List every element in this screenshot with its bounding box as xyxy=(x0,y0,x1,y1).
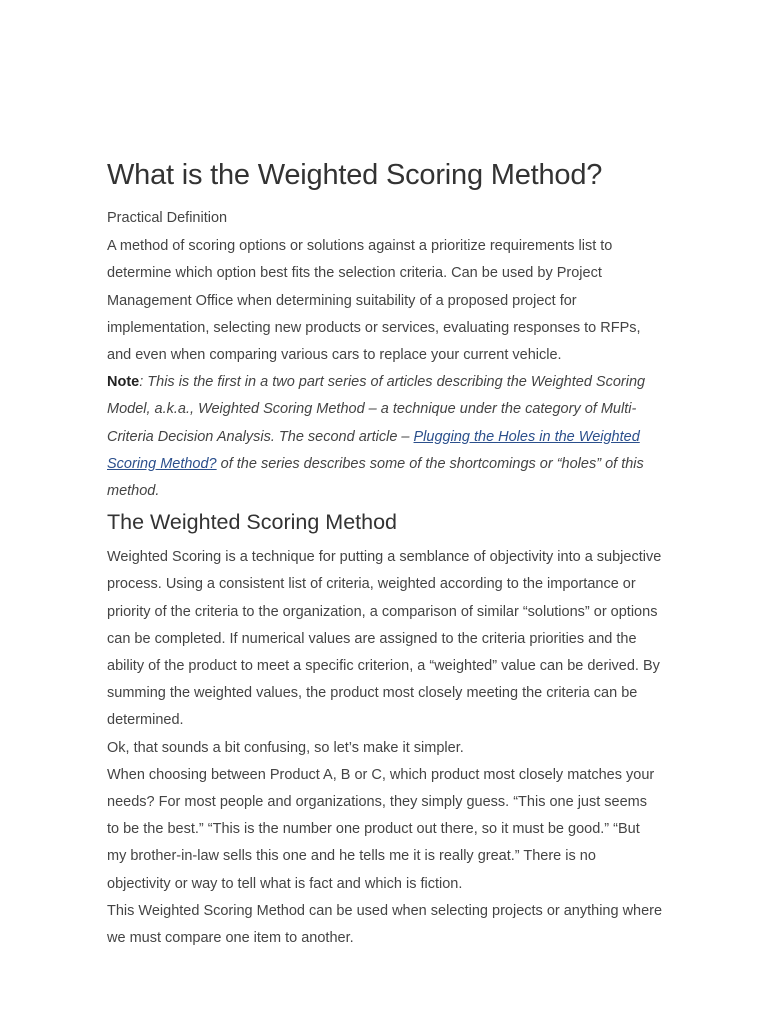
note-text-after: of the series describes some of the shortcomings or “holes” of this method. xyxy=(107,455,644,500)
section-heading: The Weighted Scoring Method xyxy=(107,510,398,535)
article-title: What is the Weighted Scoring Method? xyxy=(107,159,603,191)
body-paragraph: Ok, that sounds a bit confusing, so let’s make it simpler. xyxy=(107,739,464,756)
body-paragraph: This Weighted Scoring Method can be used when selecting projects or anything where we must compare one item to another. xyxy=(107,902,663,947)
article-subtitle: Practical Definition xyxy=(107,210,228,226)
definition-paragraph: A method of scoring options or solutions against a prioritize requirements list to determine which option best fits the selection criteria. Can be used by Project Management Office when determining suitability of a proposed project for implementation, selecting new products or services, evaluating responses to RFPs, and even when comparing various cars to replace your current vehicle. xyxy=(107,238,641,364)
note-paragraph xyxy=(107,369,663,505)
body-paragraph: Weighted Scoring is a technique for putting a semblance of objectivity into a subjective process. Using a consistent list of criteria, weighted according to the importance or priority of the criteria to the organization, a comparison of similar “solutions” or options can be completed. If numerical values are assigned to the criteria priorities and the ability of the product to meet a specific criterion, a “weighted” value can be derived. By summing the weighted values, the product most closely meeting the criteria can be determined. xyxy=(107,549,662,729)
article xyxy=(107,155,663,952)
note-label: Note xyxy=(107,374,140,391)
note-text-before: : This is the first in a two part series of articles describing the Weighted Scoring Model, a.k.a., Weighted Scoring Method – a technique under the category of Multi-Criteria Decision Analysis. The second article – xyxy=(107,374,646,445)
body-paragraph: When choosing between Product A, B or C, which product most closely matches your needs? For most people and organizations, they simply guess. “This one just seems to be the best.” “This is the number one product out there, so it must be good.” “But my brother-in-law sells this one and he tells me it is really great.” There is no objectivity or way to tell what is fact and which is fiction. xyxy=(107,766,655,892)
second-article-link[interactable]: Plugging the Holes in the Weighted Scoring Method? xyxy=(107,428,640,472)
